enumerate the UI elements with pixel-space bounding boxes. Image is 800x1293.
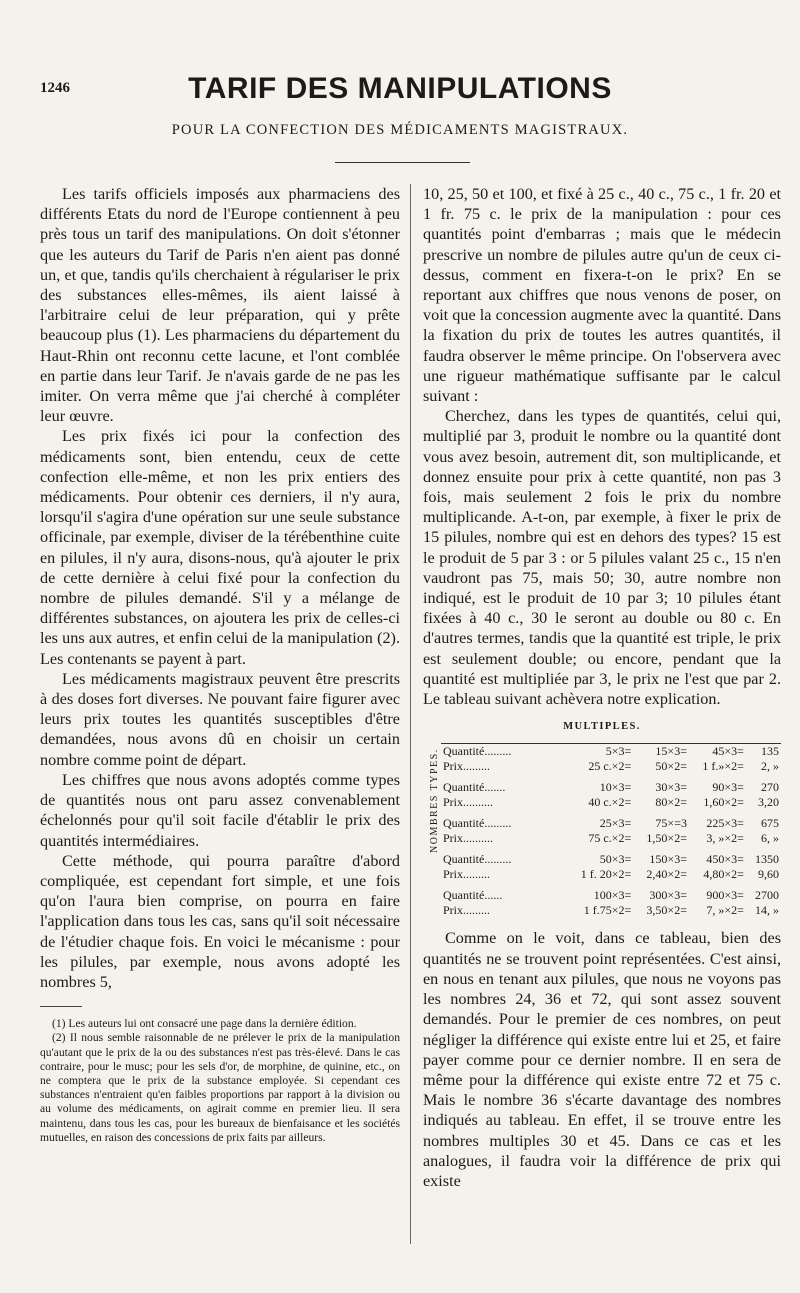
footnote: (1) Les auteurs lui ont consacré une page dans la dernière édition. (52, 1017, 357, 1031)
paragraph: Les prix fixés ici pour la confection des médicaments sont, bien entendu, ceux de cette confection elle-même, et non les prix entiers des médicaments. Pour obtenir ces derniers, il n'y aura, lorsqu'il s'agira d'une opération sur une seule substance officinale, par exemple, diviser de la térébenthine cuite en pilules, il n'y aura, disons-nous, qu'à ajouter le prix de cette dernière à celui fixé pour la confection du nombre de pilules demandé. S'il y a mélange de différentes substances, on ajoutera les prix de celles-ci les uns aux autres, et enfin celui de la manipulation (2). Les contenants se payent à part. (40, 427, 400, 668)
page-title: TARIF DES MANIPULATIONS (188, 72, 612, 105)
cell: 675 (761, 816, 779, 831)
column-divider (410, 184, 411, 1244)
page-number: 1246 (40, 80, 70, 96)
cell: 1 f.»×2= (702, 759, 744, 774)
cell: 45×3= (689, 744, 746, 760)
cell: 2, » (761, 759, 779, 774)
paragraph: Cette méthode, qui pourra paraître d'abord compliquée, est cependant fort simple, et une fois qu'on l'aura bien comprise, on pourra en faire l'application dans tous les cas, sans qu'il soit nécessaire de l'étudier chaque fois. En voici le mécanisme : pour les pilules, par exemple, nous avons adopté les nombres 5, (40, 851, 400, 991)
cell: 150×3= (649, 852, 687, 867)
cell: 40 c.×2= (588, 795, 632, 810)
cell: 6, » (761, 831, 779, 846)
cell: 300×3= (649, 888, 687, 903)
row-label: Prix......... (443, 903, 491, 918)
table-row (441, 846, 781, 867)
cell: 3,20 (758, 795, 779, 810)
cell: 1 f.75×2= (583, 903, 632, 918)
cell: 75 c.×2= (588, 831, 632, 846)
row-label: Quantité...... (443, 888, 503, 903)
side-label (423, 743, 441, 918)
footnote-rule (40, 1006, 82, 1007)
row-label: Quantité......... (443, 852, 512, 867)
paragraph: Comme on le voit, dans ce tableau, bien des quantités ne se trouvent point représentées. C'est ainsi, en nous en tenant aux pilules, que nous ne voyons pas les nombres 24, 36 et 72, qui sont assez souvent demandés. Pour le premier de ces nombres, on peut négliger la différence qui existe entre lui et 25, et faire payer comme pour ce dernier nombre. Il en sera de même pour la différence qui existe entre 72 et 75 c. Mais le nombre 36 s'écarte davantage des nombres indiqués au tableau. En effet, il se trouve entre les nombres multiples 30 et 45. Dans ce cas et les analogues, il faudra voir la différence de prix qui existe (423, 929, 781, 1190)
paragraph: Les médicaments magistraux peuvent être prescrits à des doses fort diverses. Ne pouvant faire figurer avec leurs prix toutes les quantités susceptibles d'être demandées, nous avons dû en choisir un certain nombre comme point de départ. (40, 669, 400, 769)
cell: 225×3= (706, 816, 744, 831)
title-rule (335, 162, 470, 163)
cell: 900×3= (706, 888, 744, 903)
cell: 270 (761, 780, 779, 795)
cell: 5×3= (565, 744, 633, 760)
cell: 50×2= (655, 759, 687, 774)
cell: 2700 (755, 888, 779, 903)
cell: 30×3= (655, 780, 687, 795)
page-subtitle: POUR LA CONFECTION DES MÉDICAMENTS MAGISTRAUX. (171, 122, 629, 138)
multiples-table (441, 743, 781, 918)
cell: 25 c.×2= (588, 759, 632, 774)
paragraph: 10, 25, 50 et 100, et fixé à 25 c., 40 c., 75 c., 1 fr. 20 et 1 fr. 75 c. le prix de la manipulation : pour ces quantités point d'embarras ; mais que le médecin prescrive un nombre de pilules autre qu'un de ceux ci-dessus, comment en fixera-t-on le prix? En se reportant aux chiffres que nous venons de poser, on voit que la concession augmente avec la quantité. Dans la fixation du prix de toutes les autres quantités, il faudra observer le même principe. On l'observera avec une rigueur mathématique suffisante par le calcul suivant : (423, 185, 781, 406)
cell: 9,60 (758, 867, 779, 882)
cell: 50×3= (599, 852, 632, 867)
table-row (441, 795, 781, 810)
row-label: Quantité......... (443, 816, 512, 831)
cell: 80×2= (655, 795, 687, 810)
left-column (40, 184, 400, 1145)
table-row (441, 759, 781, 774)
table-row (441, 882, 781, 903)
table-row (441, 810, 781, 831)
cell: 1350 (755, 852, 779, 867)
cell: 7, »×2= (706, 903, 744, 918)
cell: 100×3= (593, 888, 632, 903)
paragraph: Cherchez, dans les types de quantités, celui qui, multiplié par 3, produit le nombre ou la quantité dont vous avez besoin, autrement dit, son multiplicande, et donnez ensuite pour prix à cette quantité, non pas 3 fois, mais seulement 2 fois le prix du nombre multiplicande. A-t-on, par exemple, à fixer le prix de 15 pilules, nombre qui est en dehors des types? 15 est le produit de 5 par 3 : or 5 pilules valant 25 c., 15 n'en vaudront pas 75, mais 50; 30, autre nombre non indiqué, est le produit de 10 par 3; 10 pilules étant fixées à 40 c., 30 le seront au double ou 80 c. En d'autres termes, tandis que la quantité est triple, le prix est seulement double; ou encore, pendant que la quantité est multipliée par 3, le prix ne l'est que par 2. Le tableau suivant achèvera notre explication. (423, 407, 781, 709)
row-label: Quantité......... (441, 744, 565, 760)
cell: 2,40×2= (646, 867, 687, 882)
cell: 4,80×2= (703, 867, 744, 882)
cell: 10×3= (599, 780, 632, 795)
paragraph: Les chiffres que nous avons adoptés comme types de quantités nous ont paru assez convenablement échelonnés pour qu'il soit facile d'établir le prix des quantités intermédiaires. (40, 770, 400, 850)
cell: 1 f. 20×2= (580, 867, 632, 882)
table-heading: MULTIPLES. (563, 721, 641, 733)
table-row (441, 831, 781, 846)
row-label: Prix......... (443, 759, 491, 774)
footnote: (2) Il nous semble raisonnable de ne prélever le prix de la manipulation qu'autant que le prix de la ou des substances n'est pas très-élevé. Dans le cas contraire, pour le musc; pour les sels d'or, de morphine, de quinine, etc., on ne comptera que le prix de la substance employée. Si cependant ces substances n'entraient qu'en faibles proportions par rapport à la division ou au volume des médicaments, on agirait comme en premier lieu. Il sera maintenu, dans tous les cas, pour les bureaux de bienfaisance et les sociétés mutuelles, en raison des concessions de prix faits par ailleurs. (40, 1031, 400, 1144)
cell: 14, » (755, 903, 779, 918)
footnotes (40, 1017, 400, 1145)
cell: 450×3= (706, 852, 744, 867)
row-label: Prix.......... (443, 795, 494, 810)
cell: 1,50×2= (646, 831, 687, 846)
table-row (441, 774, 781, 795)
paragraph: Les tarifs officiels imposés aux pharmaciens des différents Etats du nord de l'Europe contiennent à peu près tous un tarif des manipulations. On doit s'étonner que les auteurs du Tarif de Paris n'en aient pas donné un, et que, tandis qu'ils cherchaient à régulariser le prix des substances elles-mêmes, ils aient laissé à l'arbitraire celui de leur préparation, qui y prête beaucoup plus (1). Les pharmaciens du département du Haut-Rhin ont reconnu cette lacune, et l'ont comblée en partie dans leur Tarif. Je n'avais garde de ne pas les imiter. On verra même que j'ai cherché à compléter leur œuvre. (40, 185, 400, 426)
row-label: Quantité....... (443, 780, 506, 795)
side-label-text: NOMBRES TYPES. (429, 748, 440, 854)
row-label: Prix.......... (443, 831, 494, 846)
cell: 3,50×2= (646, 903, 687, 918)
cell: 75×=3 (655, 816, 687, 831)
cell: 3, »×2= (706, 831, 744, 846)
right-column (423, 184, 781, 1191)
row-label: Prix......... (443, 867, 491, 882)
table-row (441, 903, 781, 918)
cell: 90×3= (712, 780, 744, 795)
cell: 135 (746, 744, 781, 760)
table-row (441, 744, 781, 760)
cell: 15×3= (633, 744, 689, 760)
table-row (441, 867, 781, 882)
cell: 25×3= (599, 816, 632, 831)
multiples-table-wrap (423, 743, 781, 918)
cell: 1,60×2= (703, 795, 744, 810)
